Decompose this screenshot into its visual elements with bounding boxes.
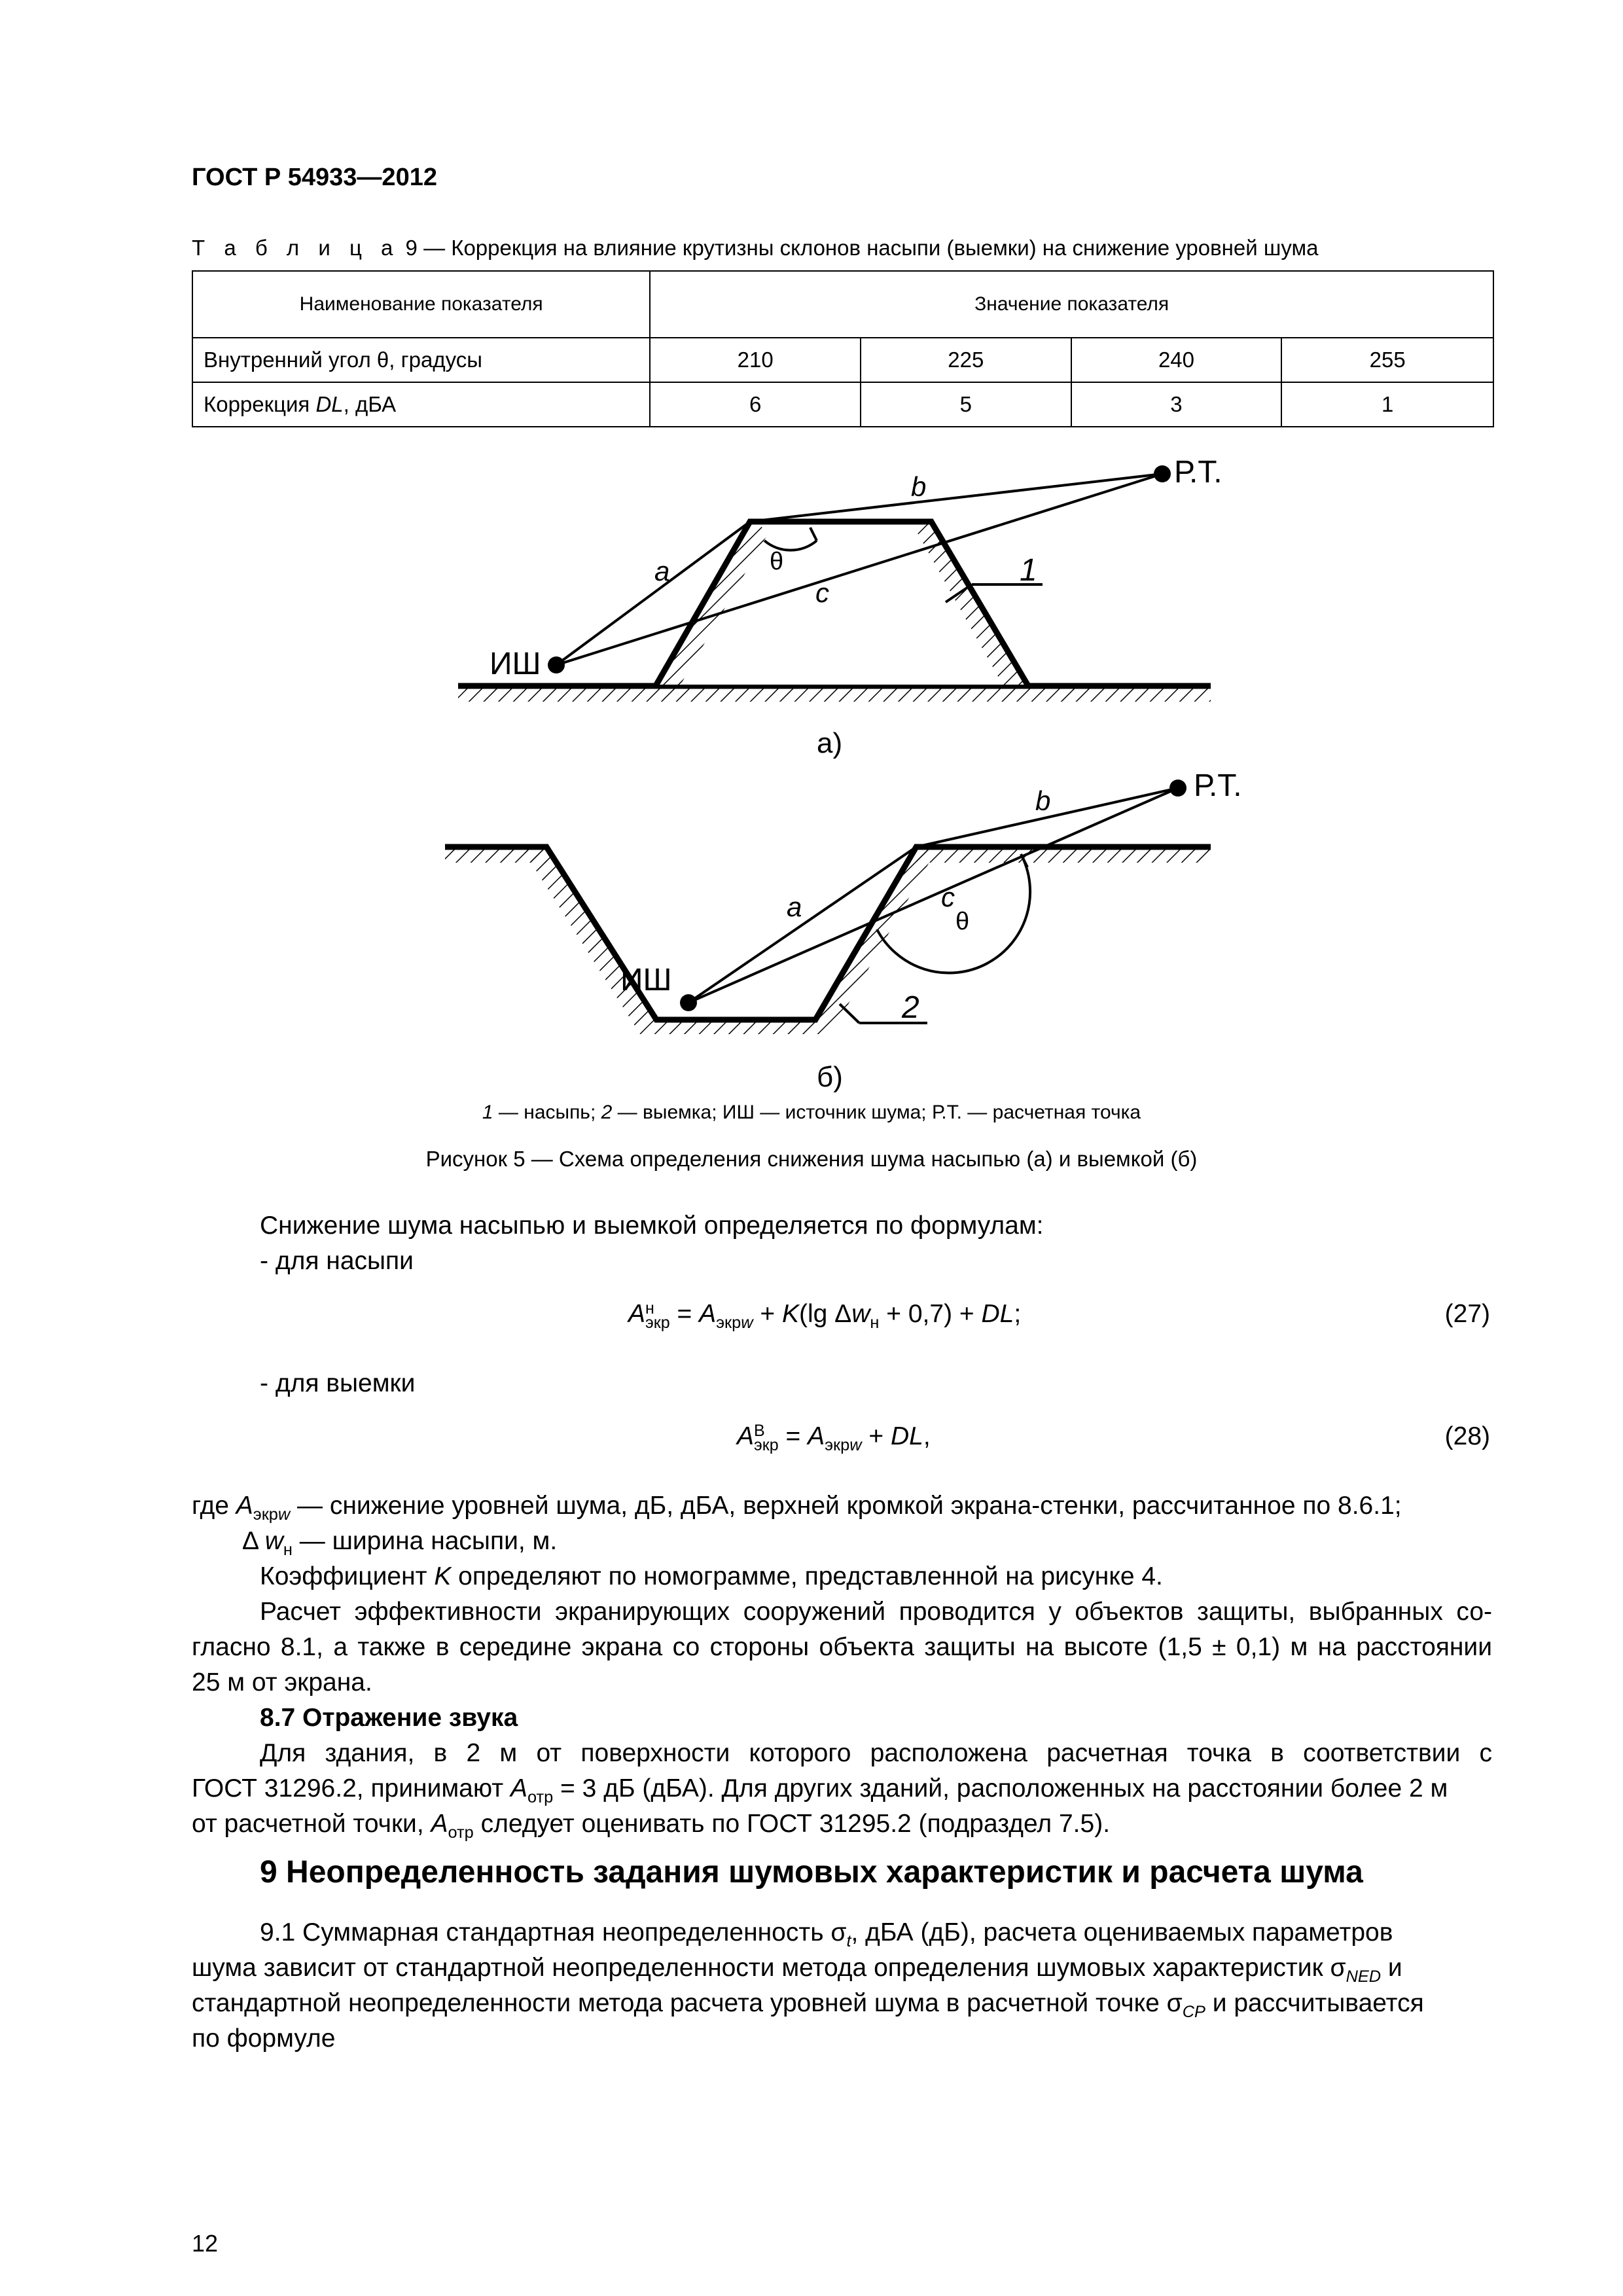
theta-label: θ (955, 908, 970, 935)
p91-line-3: стандартной неопределенности метода расчета уровней шума в расчетной точке $\sigma_{CP}$ и рассчитывается (192, 1989, 1424, 2021)
section-9-heading: 9 Неопределенность задания шумовых характеристик и расчета шума (260, 1855, 1363, 1890)
panel-b-cut (445, 768, 1242, 1093)
calc-paragraph-line-3: 25 м от экрана. (192, 1668, 372, 1696)
panel-a-label: а) (817, 727, 843, 759)
point-label: Р.Т. (1194, 768, 1242, 803)
legend-text-2: — выемка; ИШ — источник шума; Р.Т. — расчетная точка (612, 1102, 1141, 1123)
p91-text: шума зависит от стандартной неопределенности метода определения шумовых характеристик σ (192, 1954, 1346, 1982)
figure-5-diagram (0, 0, 1623, 1113)
legend-text-1: — насыпь; (493, 1102, 601, 1123)
width-clause: Δ $w_н$ — ширина насыпи, м. (242, 1527, 558, 1559)
reflection-line-2: ГОСТ 31296.2, принимают $A_{отр} = 3$ дБ (дБА). Для других зданий, расположенных на расстоянии более 2 м (192, 1774, 1448, 1806)
p91-line-2: шума зависит от стандартной неопределенности метода определения шумовых характеристик $\sigma_{NED}$ и (192, 1954, 1402, 1986)
theta-label: θ (770, 548, 784, 575)
equation-28-number: (28) (1444, 1422, 1490, 1450)
where-clause: где $A_{экрw}$ — снижение уровней шума, дБ, дБА, верхней кромкой экрана-стенки, рассчитанное по 8.6.1; (192, 1492, 1402, 1524)
table-cell: 210 (650, 338, 861, 382)
cut-outline (445, 847, 1211, 1020)
embankment-number-label: 1 (1020, 553, 1037, 588)
row-label-symbol: DL (315, 392, 344, 416)
case-embankment: - для насыпи (260, 1247, 414, 1275)
table-cell: 225 (861, 338, 1071, 382)
section-8-7-heading: 8.7 Отражение звука (260, 1704, 518, 1732)
table-cell: 6 (650, 382, 861, 427)
row-label-unit: , дБА (343, 392, 397, 416)
point-label: Р.Т. (1174, 455, 1222, 490)
figure-legend (0, 1102, 1623, 1124)
p91-text: 9.1 Суммарная стандартная неопределенность σ (260, 1918, 847, 1946)
table-caption-prefix: Т а б л и ц а (192, 236, 400, 260)
panel-a-embankment (458, 455, 1222, 759)
refl-text: от расчетной точки, (192, 1810, 431, 1838)
ray-b (750, 474, 1162, 522)
table-cell: 255 (1281, 338, 1493, 382)
refl-text: = 3 дБ (дБА). Для других зданий, расположенных на расстоянии более 2 м (553, 1774, 1448, 1803)
equation-27-number: (27) (1444, 1300, 1490, 1328)
p91-text: и рассчитывается (1205, 1989, 1424, 2017)
segment-b-label: b (1035, 785, 1051, 816)
reflection-line-1: Для здания, в 2 м от поверхности которого расположена расчетная точка в соответствии с (260, 1739, 1492, 1767)
source-label: ИШ (490, 647, 541, 681)
intro-paragraph: Снижение шума насыпью и выемкой определяется по формулам: (260, 1211, 1044, 1240)
width-text: — ширина насыпи, м. (292, 1527, 558, 1555)
table-cell: 240 (1071, 338, 1282, 382)
figure-caption: Рисунок 5 — Схема определения снижения шума насыпью (а) и выемкой (б) (425, 1147, 1198, 1171)
segment-c-label: c (941, 882, 955, 912)
segment-a-label: a (787, 891, 802, 922)
table-cell: 3 (1071, 382, 1282, 427)
coef-symbol: K (434, 1562, 452, 1590)
p91-line-1: 9.1 Суммарная стандартная неопределенность $\sigma_t$, дБА (дБ), расчета оцениваемых параметров (260, 1918, 1393, 1950)
p91-text: , дБА (дБ), расчета оцениваемых параметров (851, 1918, 1393, 1946)
table-cell: 1 (1281, 382, 1493, 427)
refl-text: следует оценивать по ГОСТ 31295.2 (подраздел 7.5). (473, 1810, 1111, 1838)
legend-key-1: 1 (482, 1102, 493, 1123)
noise-source-point (548, 656, 565, 673)
p91-text: и (1381, 1954, 1402, 1982)
row-label-angle: Внутренний угол θ, градусы (192, 338, 650, 382)
legend-key-2: 2 (601, 1102, 613, 1123)
document-code: ГОСТ Р 54933—2012 (192, 164, 437, 191)
p91-line-4: по формуле (192, 2024, 336, 2053)
where-text: — снижение уровней шума, дБ, дБА, верхней кромкой экрана-стенки, рассчитанное по 8.6.1; (290, 1492, 1402, 1520)
segment-a-label: a (654, 556, 670, 586)
table-caption-text: 9 — Коррекция на влияние крутизны склонов насыпи (выемки) на снижение уровней шума (399, 236, 1319, 260)
cut-number-label: 2 (902, 990, 919, 1025)
header-indicator-name: Наименование показателя (192, 271, 650, 338)
calculation-point (1169, 780, 1186, 797)
coef-text-pre: Коэффициент (260, 1562, 435, 1590)
calc-paragraph-line-2: гласно 8.1, а также в середине экрана со стороны объекта защиты на высоте (1,5 ± 0,1) м на расстоянии (192, 1633, 1492, 1661)
coefficient-paragraph (260, 1559, 1163, 1594)
reflection-line-3: от расчетной точки, $A_{отр}$ следует оценивать по ГОСТ 31295.2 (подраздел 7.5). (192, 1810, 1111, 1842)
noise-source-point (680, 994, 697, 1011)
equation-27: A н экр = $A_{экрw} + K(\lg$ $\Delta w_н + 0,7$) + DL; (628, 1299, 1022, 1332)
coef-text-post: определяют по номограмме, представленной на рисунке 4. (451, 1562, 1163, 1590)
segment-c-label: c (815, 577, 829, 608)
refl-text: ГОСТ 31296.2, принимают (192, 1774, 510, 1803)
header-indicator-value: Значение показателя (650, 271, 1493, 338)
case-cut: - для выемки (260, 1369, 416, 1397)
calc-paragraph-line-1: Расчет эффективности экранирующих сооружений проводится у объектов защиты, выбранных со- (260, 1598, 1492, 1626)
page-number: 12 (192, 2230, 219, 2257)
panel-b-label: б) (817, 1061, 843, 1093)
segment-b-label: b (911, 471, 927, 502)
row-label-text: Коррекция (204, 392, 316, 416)
table-cell: 5 (861, 382, 1071, 427)
calculation-point (1154, 465, 1171, 482)
source-label: ИШ (620, 963, 672, 997)
p91-text: стандартной неопределенности метода расчета уровней шума в расчетной точке σ (192, 1989, 1183, 2017)
equation-28: A В экр = $A_{экрw}$ + DL, (737, 1421, 931, 1454)
